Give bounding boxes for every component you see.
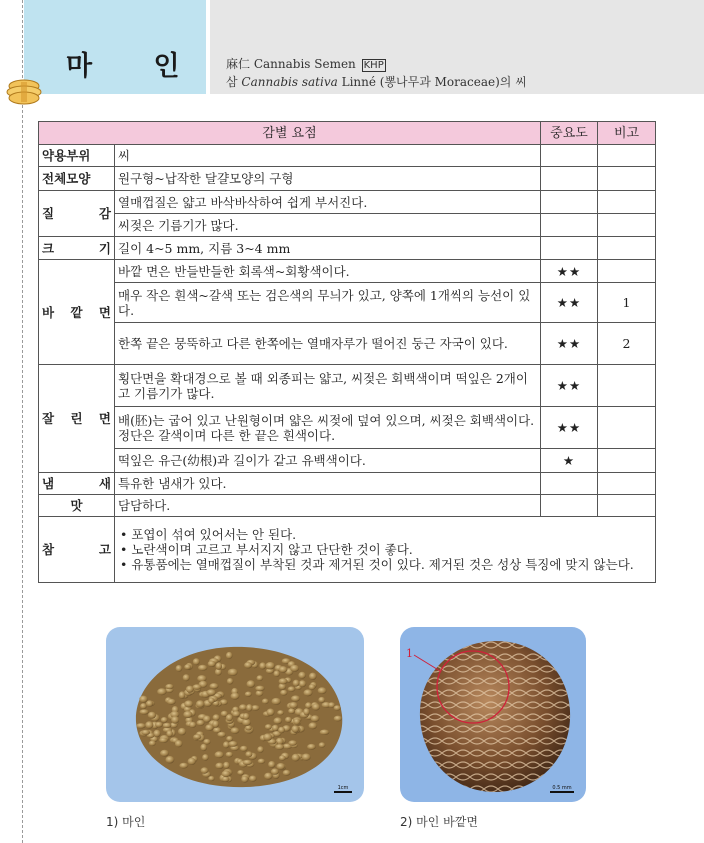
figure-marker-1: 1 [406, 647, 413, 660]
label-shape: 전체모양 [39, 167, 115, 191]
label-taste: 맛 [39, 495, 115, 517]
header-importance: 중요도 [541, 122, 598, 145]
label-size: 크 기 [39, 237, 115, 260]
label-part: 약용부위 [39, 145, 115, 167]
importance-section-3: ★ [541, 449, 598, 473]
seed-surface-illustration [400, 627, 586, 802]
page-title: 마 인 [66, 51, 206, 82]
cell-taste: 담담하다. [115, 495, 541, 517]
cell-surface-3: 한쪽 끝은 뭉뚝하고 다른 한쪽에는 열매자루가 떨어진 둥근 자국이 있다. [115, 323, 541, 365]
cell-surface-2: 매우 작은 흰색~갈색 또는 검은색의 무늬가 있고, 양쪽에 1개씩의 능선이 있다. [115, 283, 541, 323]
cell-odor: 특유한 냄새가 있다. [115, 473, 541, 495]
cell-section-3: 떡잎은 유근(幼根)과 길이가 같고 유백색이다. [115, 449, 541, 473]
khp-badge: KHP [363, 60, 384, 71]
photo-seeds-pile [106, 627, 364, 802]
latin-name: 麻仁 Cannabis Semen [226, 57, 356, 71]
herb-bundle-icon [4, 76, 44, 106]
label-section: 잘 린 면 [39, 365, 115, 473]
svg-text:1cm: 1cm [337, 785, 349, 791]
figure-caption-1: 1) 마인 [106, 815, 146, 829]
cell-texture-1: 열매껍질은 얇고 바삭바삭하여 쉽게 부서진다. [115, 191, 541, 214]
cell-section-2: 배(胚)는 굽어 있고 난원형이며 얇은 씨젖에 덮여 있으며, 씨젖은 회백색이다. 정단은 갈색이며 다른 한 끝은 흰색이다. [115, 407, 541, 449]
reference-item: • 노란색이며 고르고 부서지지 않고 단단한 것이 좋다. [120, 542, 413, 557]
figure-caption-2: 2) 마인 바깥면 [400, 815, 478, 829]
latin-name-line [226, 55, 386, 72]
cell-section-1: 횡단면을 확대경으로 볼 때 외종피는 얇고, 씨젖은 회백색이며 떡잎은 2개이고 기름기가 많다. [115, 365, 541, 407]
label-texture: 질 감 [39, 191, 115, 237]
header-key-points: 감별 요점 [39, 122, 541, 145]
margin-dashed-line [22, 0, 23, 843]
header-remark: 비고 [598, 122, 656, 145]
label-odor: 냄 새 [39, 473, 115, 495]
cell-references [115, 517, 656, 583]
reference-item: • 유통품에는 열매껍질이 부착된 것과 제거된 것이 있다. 제거된 것은 성상 특징에 맞지 않는다. [120, 557, 634, 572]
importance-section-1: ★★ [541, 365, 598, 407]
origin-species: Cannabis sativa [241, 75, 338, 89]
origin-line [226, 73, 527, 90]
label-surface: 바 깥 면 [39, 260, 115, 365]
remark-surface-2: 1 [598, 283, 656, 323]
cell-part: 씨 [115, 145, 541, 167]
importance-surface-2: ★★ [541, 283, 598, 323]
importance-section-2: ★★ [541, 407, 598, 449]
identification-table [38, 121, 656, 583]
origin-suffix: Linné (뽕나무과 Moraceae)의 씨 [337, 75, 527, 89]
seeds-pile-illustration [106, 627, 364, 802]
cell-size: 길이 4~5 mm, 지름 3~4 mm [115, 237, 541, 260]
cell-texture-2: 씨젖은 기름기가 많다. [115, 214, 541, 237]
remark-surface-3: 2 [598, 323, 656, 365]
svg-text:0.5 mm: 0.5 mm [552, 785, 572, 791]
reference-item: • 포엽이 섞여 있어서는 안 된다. [120, 527, 297, 542]
importance-surface-3: ★★ [541, 323, 598, 365]
photo-seed-surface [400, 627, 586, 802]
label-ref: 참 고 [39, 517, 115, 583]
importance-surface-1: ★★ [541, 260, 598, 283]
cell-shape: 원구형~납작한 달걀모양의 구형 [115, 167, 541, 191]
cell-surface-1: 바깥 면은 반들반들한 회록색~회황색이다. [115, 260, 541, 283]
origin-prefix: 삼 [226, 75, 242, 89]
